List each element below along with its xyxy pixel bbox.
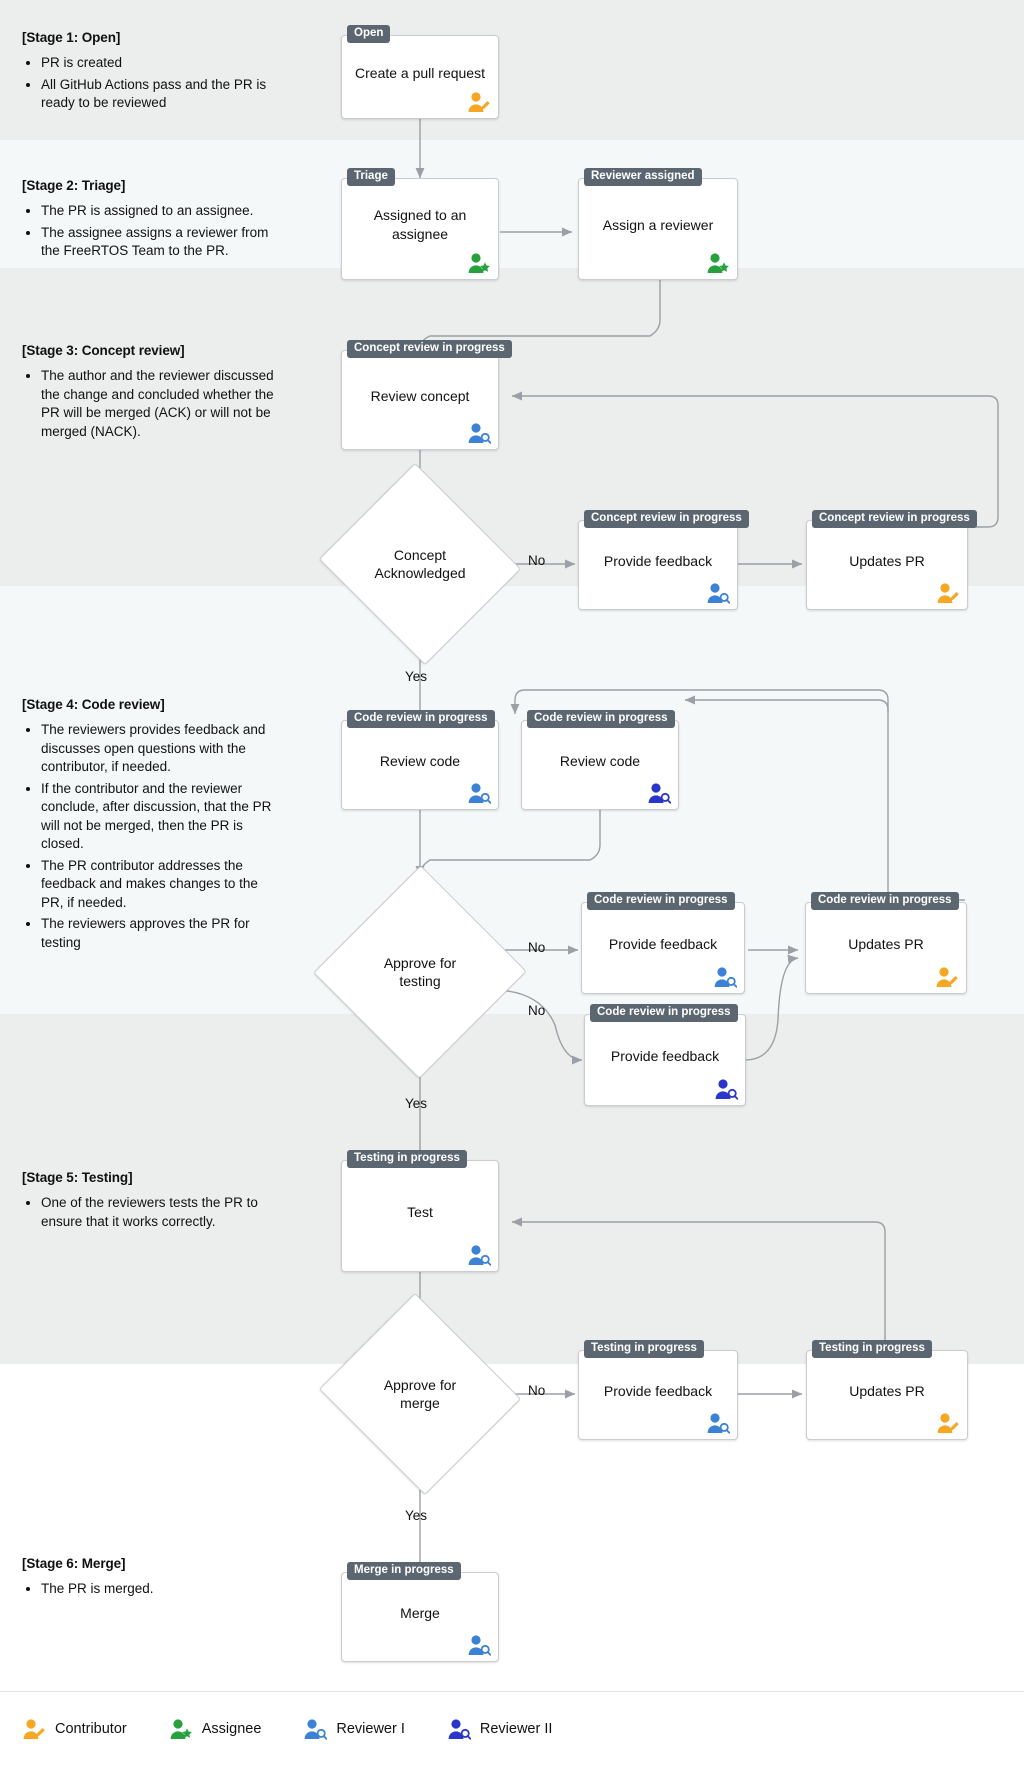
node-code-provide-feedback-1[interactable] xyxy=(581,894,745,994)
reviewer1-avatar-icon xyxy=(467,1244,491,1266)
node-status-tag: Reviewer assigned xyxy=(584,168,702,186)
node-status-tag: Concept review in progress xyxy=(347,340,512,358)
stage-3-item: • The author and the reviewer discussed the change and concluded whether the PR will be merged (ACK) or will not be merged (NACK). xyxy=(41,367,284,441)
stage-5-text xyxy=(22,1170,284,1234)
decision-approve-for-merge[interactable] xyxy=(345,1326,495,1462)
stage-2-item: • The PR is assigned to an assignee. xyxy=(41,202,284,221)
stage-2-text xyxy=(22,178,284,264)
node-status-tag: Code review in progress xyxy=(587,892,735,910)
node-text: Updates PR xyxy=(849,552,925,569)
edge-label-concept-no: No xyxy=(528,553,546,568)
assignee-avatar-icon xyxy=(169,1718,193,1740)
node-text: Review code xyxy=(379,752,461,769)
legend-item-contributor xyxy=(22,1718,127,1740)
contributor-avatar-icon xyxy=(22,1718,46,1740)
node-test[interactable] xyxy=(341,1152,499,1272)
node-status-tag: Code review in progress xyxy=(811,892,959,910)
stage-4-item: • The reviewers approves the PR for testing xyxy=(41,915,284,952)
node-status-tag: Merge in progress xyxy=(347,1562,461,1580)
legend-label: Reviewer I xyxy=(336,1721,405,1737)
node-text: Assigned to an assignee xyxy=(373,207,467,242)
assignee-avatar-icon xyxy=(706,252,730,274)
stage-2-list xyxy=(22,202,284,261)
node-text: Review code xyxy=(559,752,641,769)
node-test-provide-feedback[interactable] xyxy=(578,1342,738,1440)
node-text: Merge xyxy=(400,1604,440,1621)
node-text: Review concept xyxy=(370,387,470,404)
edge-label-testing-no-2: No xyxy=(528,1003,546,1018)
node-code-provide-feedback-2[interactable] xyxy=(584,1006,746,1106)
stage-6-text xyxy=(22,1556,284,1602)
node-status-tag: Testing in progress xyxy=(347,1150,467,1168)
stage-4-item: • The reviewers provides feedback and discusses open questions with the contributor, if needed. xyxy=(41,721,284,777)
contributor-avatar-icon xyxy=(467,91,491,113)
stage-1-item: • All GitHub Actions pass and the PR is ready to be reviewed xyxy=(41,76,284,113)
stage-6-title: [Stage 6: Merge] xyxy=(22,1556,126,1571)
node-text: Provide feedback xyxy=(608,935,718,952)
legend-label: Contributor xyxy=(55,1721,127,1737)
node-text: Provide feedback xyxy=(603,1382,713,1399)
reviewer1-avatar-icon xyxy=(303,1718,327,1740)
decision-text: Concept Acknowledged xyxy=(374,547,466,581)
node-status-tag: Code review in progress xyxy=(527,710,675,728)
stage-1-list xyxy=(22,54,284,113)
reviewer1-avatar-icon xyxy=(467,1634,491,1656)
stage-4-title: [Stage 4: Code review] xyxy=(22,697,165,712)
reviewer2-avatar-icon xyxy=(647,782,671,804)
node-merge[interactable] xyxy=(341,1564,499,1662)
reviewer1-avatar-icon xyxy=(706,1412,730,1434)
node-status-tag: Testing in progress xyxy=(812,1340,932,1358)
reviewer1-avatar-icon xyxy=(706,582,730,604)
node-concept-updates-pr[interactable] xyxy=(806,512,970,610)
legend-item-reviewer-1 xyxy=(303,1718,405,1740)
stage-6-list xyxy=(22,1580,284,1599)
reviewer1-avatar-icon xyxy=(713,966,737,988)
node-text: Provide feedback xyxy=(603,552,713,569)
legend-item-reviewer-2 xyxy=(447,1718,553,1740)
legend-label: Reviewer II xyxy=(479,1721,553,1737)
node-status-tag: Code review in progress xyxy=(347,710,495,728)
reviewer1-avatar-icon xyxy=(467,422,491,444)
decision-concept-acknowledged[interactable] xyxy=(345,496,495,632)
node-text: Updates PR xyxy=(849,1382,925,1399)
decision-text: Approve for merge xyxy=(383,1377,457,1411)
reviewer2-avatar-icon xyxy=(447,1718,471,1740)
stage-3-text xyxy=(22,343,284,444)
reviewer2-avatar-icon xyxy=(714,1078,738,1100)
node-text: Updates PR xyxy=(848,935,924,952)
node-status-tag: Concept review in progress xyxy=(812,510,977,528)
edge-label-merge-no: No xyxy=(528,1383,546,1398)
node-text: Create a pull request xyxy=(355,64,485,81)
legend-label: Assignee xyxy=(201,1721,262,1737)
contributor-avatar-icon xyxy=(936,1412,960,1434)
stage-3-list xyxy=(22,367,284,441)
node-status-tag: Open xyxy=(347,25,390,43)
assignee-avatar-icon xyxy=(467,252,491,274)
node-status-tag: Triage xyxy=(347,168,395,186)
edge-label-concept-yes: Yes xyxy=(405,669,428,684)
node-text: Assign a reviewer xyxy=(602,216,714,233)
stage-1-title: [Stage 1: Open] xyxy=(22,30,121,45)
edge-label-testing-no-1: No xyxy=(528,940,546,955)
stage-5-list xyxy=(22,1194,284,1231)
node-create-pr[interactable] xyxy=(341,27,499,119)
stage-4-item: • The PR contributor addresses the feedback and makes changes to the PR, if needed. xyxy=(41,857,284,913)
node-concept-provide-feedback[interactable] xyxy=(578,512,742,610)
stage-1-text xyxy=(22,30,284,116)
decision-approve-for-testing[interactable] xyxy=(345,896,495,1048)
node-assign-reviewer[interactable] xyxy=(578,170,738,280)
contributor-avatar-icon xyxy=(935,966,959,988)
stage-4-text xyxy=(22,697,284,955)
node-text: Test xyxy=(407,1203,433,1220)
stage-5-title: [Stage 5: Testing] xyxy=(22,1170,133,1185)
node-status-tag: Concept review in progress xyxy=(584,510,749,528)
stage-1-item: • PR is created xyxy=(41,54,284,73)
legend-item-assignee xyxy=(169,1718,262,1740)
node-status-tag: Testing in progress xyxy=(584,1340,704,1358)
node-status-tag: Code review in progress xyxy=(590,1004,738,1022)
contributor-avatar-icon xyxy=(936,582,960,604)
stage-4-list xyxy=(22,721,284,952)
stage-2-title: [Stage 2: Triage] xyxy=(22,178,126,193)
stage-4-item: • If the contributor and the reviewer conclude, after discussion, that the PR will not be merged, then the PR is closed. xyxy=(41,780,284,854)
node-text: Provide feedback xyxy=(610,1047,720,1064)
node-code-updates-pr[interactable] xyxy=(805,894,967,994)
stage-5-item: • One of the reviewers tests the PR to ensure that it works correctly. xyxy=(41,1194,284,1231)
node-review-concept[interactable] xyxy=(341,342,505,450)
stage-6-item: • The PR is merged. xyxy=(41,1580,284,1599)
stage-2-item: • The assignee assigns a reviewer from the FreeRTOS Team to the PR. xyxy=(41,224,284,261)
node-test-updates-pr[interactable] xyxy=(806,1342,968,1440)
node-assigned-to-assignee[interactable] xyxy=(341,170,499,280)
edge-label-testing-yes: Yes xyxy=(405,1096,428,1111)
stage-3-title: [Stage 3: Concept review] xyxy=(22,343,185,358)
reviewer1-avatar-icon xyxy=(467,782,491,804)
decision-text: Approve for testing xyxy=(383,955,457,989)
legend xyxy=(0,1691,1024,1772)
edge-label-merge-yes: Yes xyxy=(405,1508,428,1523)
node-review-code-2[interactable] xyxy=(521,712,679,810)
node-review-code-1[interactable] xyxy=(341,712,499,810)
